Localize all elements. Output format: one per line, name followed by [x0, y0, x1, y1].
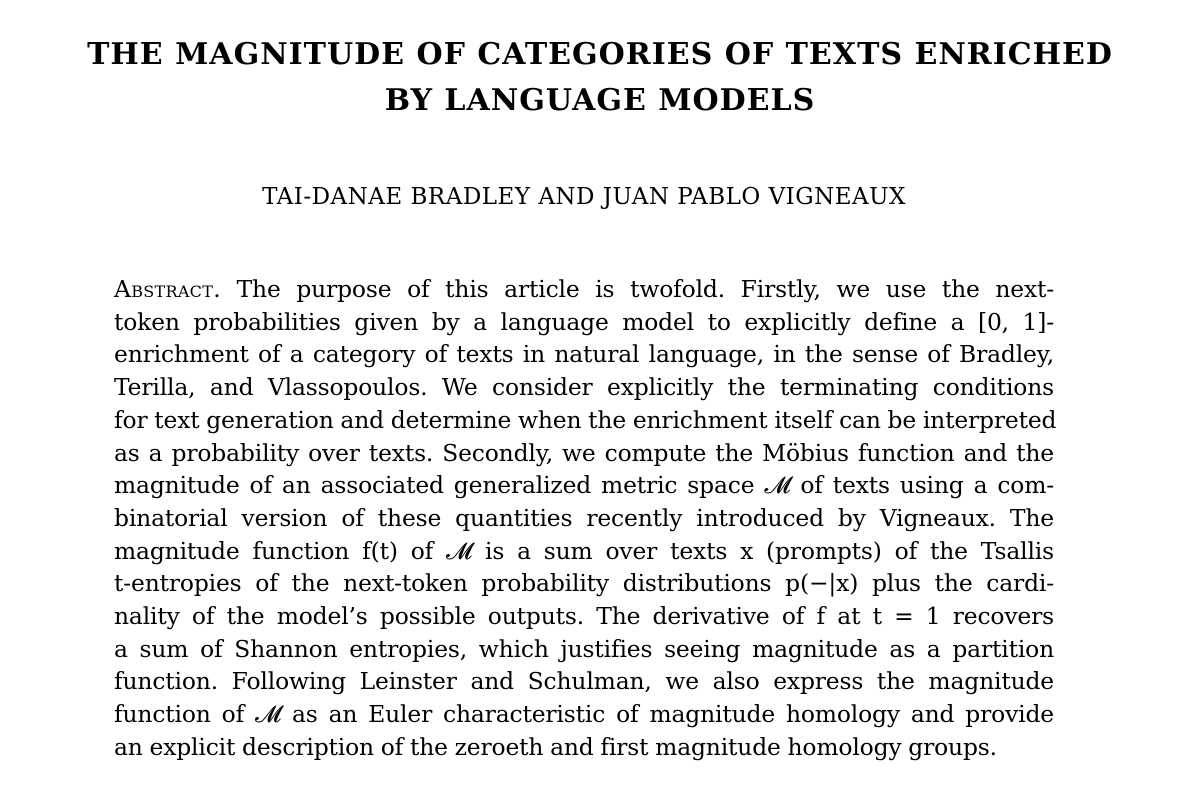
abstract-line: magnitude function f(t) of 𝓜 is a sum over texts x (prompts) of the Tsallis — [114, 536, 1054, 565]
abstract-line: nality of the model’s possible outputs. The derivative of f at t = 1 recovers — [114, 602, 1054, 631]
abstract-line: t-entropies of the next-token probability distributions p(−|x) plus the cardi- — [114, 569, 1054, 598]
abstract-line: as a probability over texts. Secondly, we compute the Möbius function and the — [114, 438, 1054, 467]
paper-title — [0, 32, 1200, 124]
abstract-line: function. Following Leinster and Schulman, we also express the magnitude — [114, 667, 1054, 696]
abstract-line: enrichment of a category of texts in natural language, in the sense of Bradley, — [114, 340, 1054, 369]
abstract-line: function of 𝓜 as an Euler characteristic of magnitude homology and provide — [114, 700, 1054, 729]
abstract-label: Abstract. — [114, 275, 221, 303]
abstract-line: token probabilities given by a language model to explicitly define a [0, 1]- — [114, 307, 1054, 336]
abstract-line: binatorial version of these quantities recently introduced by Vigneaux. The — [114, 503, 1054, 532]
title-line-2: BY LANGUAGE MODELS — [384, 83, 816, 118]
abstract-line — [114, 273, 1054, 306]
abstract-line: magnitude of an associated generalized metric space 𝓜 of texts using a com- — [114, 471, 1054, 500]
abstract-line: for text generation and determine when the enrichment itself can be interpreted — [114, 405, 1057, 434]
author-list: TAI-DANAE BRADLEY AND JUAN PABLO VIGNEAUX — [262, 184, 906, 210]
title-line-1: THE MAGNITUDE OF CATEGORIES OF TEXTS ENRICHED — [87, 37, 1113, 72]
abstract-line: an explicit description of the zeroeth and first magnitude homology groups. — [114, 732, 997, 761]
abstract-line: Terilla, and Vlassopoulos. We consider explicitly the terminating conditions — [114, 373, 1054, 402]
abstract — [114, 273, 1057, 764]
abstract-line: a sum of Shannon entropies, which justifies seeing magnitude as a partition — [114, 634, 1054, 663]
abstract-line-text: The purpose of this article is twofold. Firstly, we use the next- — [220, 275, 1054, 303]
